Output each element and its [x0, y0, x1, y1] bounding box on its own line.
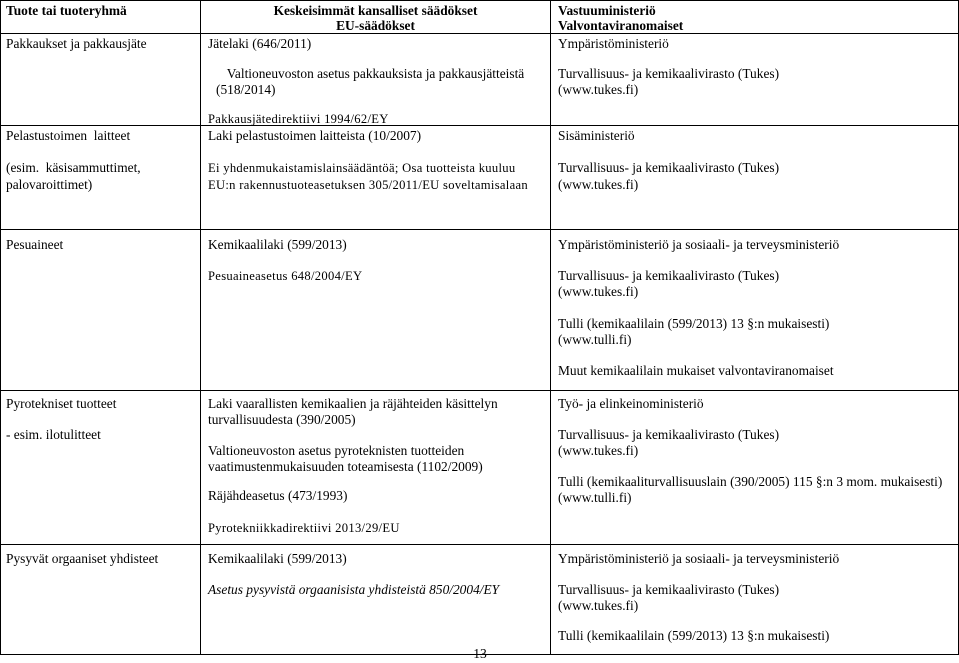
product-name: Pelastustoimen laitteet [6, 128, 131, 143]
authority-text: Turvallisuus- ja kemikaalivirasto (Tukes) [558, 268, 780, 283]
authority-text: Ympäristöministeriö [558, 36, 669, 51]
authority-text: Tulli (kemikaaliturvallisuuslain (390/2005) 115 §:n 3 mom. mukaisesti) [558, 474, 943, 489]
law-text: Kemikaalilaki (599/2013) [208, 551, 347, 566]
authority-text: Sisäministeriö [558, 128, 635, 143]
product-name: palovaroittimet) [6, 177, 93, 192]
authority-text: Turvallisuus- ja kemikaalivirasto (Tukes) [558, 160, 780, 175]
law-text: vaatimustenmukaisuuden toteamisesta (1102/2009) [208, 459, 483, 474]
column-rule [550, 0, 551, 655]
column-rule [200, 0, 201, 655]
product-name: Pysyvät orgaaniset yhdisteet [6, 551, 159, 566]
eu-directive: Pyrotekniikkadirektiivi 2013/29/EU [208, 521, 400, 535]
authority-text: (www.tukes.fi) [558, 82, 639, 97]
authority-text: (www.tukes.fi) [558, 598, 639, 613]
product-name: (esim. käsisammuttimet, [6, 160, 141, 175]
eu-regulation: Pesuaineasetus 648/2004/EY [208, 269, 363, 283]
authority-text: Tulli (kemikaalilain (599/2013) 13 §:n mukaisesti) [558, 628, 830, 643]
header-authorities: Valvontaviranomaiset [558, 18, 684, 33]
authority-text: (www.tulli.fi) [558, 332, 632, 347]
law-text: EU:n rakennustuoteasetuksen 305/2011/EU soveltamisalaan [208, 178, 528, 192]
eu-regulation: Asetus pysyvistä orgaanisista yhdisteistä 850/2004/EY [208, 582, 500, 597]
header-product: Tuote tai tuoteryhmä [6, 3, 127, 18]
law-text: (518/2014) [216, 82, 276, 97]
row-rule [0, 390, 959, 391]
authority-text: Turvallisuus- ja kemikaalivirasto (Tukes) [558, 582, 780, 597]
law-text: Laki pelastustoimen laitteista (10/2007) [208, 128, 422, 143]
authority-text: Turvallisuus- ja kemikaalivirasto (Tukes) [558, 427, 780, 442]
law-text: Valtioneuvoston asetus pyroteknisten tuotteiden [208, 443, 465, 458]
product-name: Pyrotekniset tuotteet [6, 396, 117, 411]
authority-text: (www.tulli.fi) [558, 490, 632, 505]
header-eu-laws: EU-säädökset [336, 18, 415, 33]
eu-directive: Pakkausjätedirektiivi 1994/62/EY [208, 112, 389, 126]
header-ministry: Vastuuministeriö [558, 3, 656, 18]
product-name: - esim. ilotulitteet [6, 427, 101, 442]
law-text: Jätelaki (646/2011) [208, 36, 312, 51]
law-text: Laki vaarallisten kemikaalien ja räjähteiden käsittelyn [208, 396, 498, 411]
law-text: Valtioneuvoston asetus pakkauksista ja pakkausjätteistä [226, 66, 525, 81]
row-rule [0, 229, 959, 230]
authority-text: (www.tukes.fi) [558, 284, 639, 299]
authority-text: Muut kemikaalilain mukaiset valvontaviranomaiset [558, 363, 834, 378]
law-text: Kemikaalilaki (599/2013) [208, 237, 347, 252]
law-text: turvallisuudesta (390/2005) [208, 412, 356, 427]
table-border-left [0, 0, 1, 655]
law-text: Ei yhdenmukaistamislainsäädäntöä; Osa tuotteista kuuluu [208, 161, 516, 175]
authority-text: Työ- ja elinkeinoministeriö [558, 396, 704, 411]
authority-text: (www.tukes.fi) [558, 443, 639, 458]
product-name: Pakkaukset ja pakkausjäte [6, 36, 147, 51]
authority-text: Ympäristöministeriö ja sosiaali- ja terveysministeriö [558, 237, 840, 252]
law-text: Räjähdeasetus (473/1993) [208, 488, 348, 503]
page-number: 13 [473, 646, 487, 661]
header-laws: Keskeisimmät kansalliset säädökset [273, 3, 478, 18]
authority-text: (www.tukes.fi) [558, 177, 639, 192]
authority-text: Turvallisuus- ja kemikaalivirasto (Tukes) [558, 66, 780, 81]
product-name: Pesuaineet [6, 237, 64, 252]
row-rule [0, 125, 959, 126]
row-rule [0, 544, 959, 545]
authority-text: Ympäristöministeriö ja sosiaali- ja terveysministeriö [558, 551, 840, 566]
authority-text: Tulli (kemikaalilain (599/2013) 13 §:n mukaisesti) [558, 316, 830, 331]
table-border-top [0, 0, 959, 1]
